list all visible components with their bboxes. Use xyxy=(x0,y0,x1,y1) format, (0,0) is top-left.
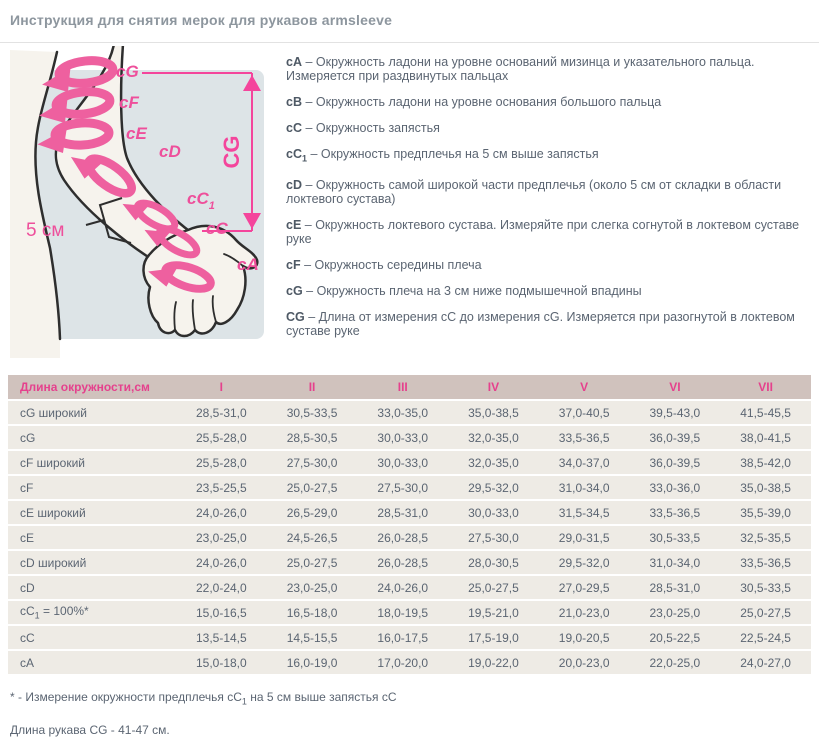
table-cell: 26,0-28,5 xyxy=(357,550,448,575)
measurement-description: cA – Окружность ладони на уровне оснований мизинца и указательного пальца. Измеряется при раздвинутых пальцах xyxy=(286,55,755,83)
table-cell: 15,0-18,0 xyxy=(176,650,267,675)
table-cell: 33,5-36,5 xyxy=(630,500,721,525)
row-label: cC xyxy=(8,625,176,650)
label-ca: cA xyxy=(237,255,259,274)
table-cell: 22,0-24,0 xyxy=(176,575,267,600)
page-title: Инструкция для снятия мерок для рукавов armsleeve xyxy=(10,12,393,28)
table-cell: 25,0-27,5 xyxy=(267,475,358,500)
table-cell: 27,5-30,0 xyxy=(448,525,539,550)
table-cell: 23,0-25,0 xyxy=(630,600,721,625)
table-header-label: Длина окружности,см xyxy=(8,375,176,400)
table-cell: 28,5-31,0 xyxy=(630,575,721,600)
table-cell: 30,0-33,0 xyxy=(448,500,539,525)
table-cell: 30,5-33,5 xyxy=(720,575,811,600)
table-cell: 25,5-28,0 xyxy=(176,425,267,450)
table-cell: 15,0-16,5 xyxy=(176,600,267,625)
table-cell: 27,0-29,5 xyxy=(539,575,630,600)
table-cell: 29,5-32,0 xyxy=(539,550,630,575)
row-label: cG xyxy=(8,425,176,450)
size-table-header-row xyxy=(8,375,811,400)
measurement-description: cE – Окружность локтевого сустава. Измеряйте при слегка согнутой в локтевом суставе руке xyxy=(286,217,800,246)
table-header-size-column: V xyxy=(539,375,630,400)
table-cell: 32,0-35,0 xyxy=(448,425,539,450)
table-cell: 26,5-29,0 xyxy=(267,500,358,525)
table-cell: 33,0-36,0 xyxy=(630,475,721,500)
table-cell: 21,0-23,0 xyxy=(539,600,630,625)
table-cell: 28,5-30,5 xyxy=(267,425,358,450)
measurement-term: cC xyxy=(286,121,302,135)
footnote-sleeve-length: Длина рукава CG - 41-47 см. xyxy=(10,723,170,737)
table-cell: 22,0-25,0 xyxy=(630,650,721,675)
table-cell: 25,5-28,0 xyxy=(176,450,267,475)
table-row xyxy=(8,475,811,500)
title-divider xyxy=(0,42,819,43)
label-cg: cG xyxy=(116,62,139,81)
table-row xyxy=(8,600,811,625)
measurement-term: cF xyxy=(286,257,301,272)
table-cell: 32,0-35,0 xyxy=(448,450,539,475)
table-cell: 17,5-19,0 xyxy=(448,625,539,650)
measurement-description: $cC_1$ – Окружность предплечья на 5 см выше запястья xyxy=(286,147,599,164)
table-cell: 26,0-28,5 xyxy=(357,525,448,550)
label-cf: cF xyxy=(119,93,139,112)
table-row xyxy=(8,450,811,475)
measurement-term: cA xyxy=(286,55,302,69)
table-row xyxy=(8,550,811,575)
table-row xyxy=(8,575,811,600)
table-header-size-column: II xyxy=(267,375,358,400)
table-cell: 29,0-31,5 xyxy=(539,525,630,550)
table-cell: 19,0-22,0 xyxy=(448,650,539,675)
row-label: cD xyxy=(8,575,176,600)
table-cell: 39,5-43,0 xyxy=(630,400,721,425)
table-cell: 20,0-23,0 xyxy=(539,650,630,675)
table-cell: 16,0-17,5 xyxy=(357,625,448,650)
measurement-term: cD xyxy=(286,177,302,192)
label-ce: cE xyxy=(126,124,147,143)
table-cell: 28,5-31,0 xyxy=(357,500,448,525)
table-cell: 28,5-31,0 xyxy=(176,400,267,425)
measurement-description: cC – Окружность запястья xyxy=(286,121,440,135)
label-length-cg: CG xyxy=(219,135,244,169)
table-cell: 37,0-40,5 xyxy=(539,400,630,425)
table-cell: 19,5-21,0 xyxy=(448,600,539,625)
arm-diagram-icon xyxy=(10,46,278,358)
table-header-size-column: VI xyxy=(630,375,721,400)
table-row xyxy=(8,525,811,550)
table-cell: 30,0-33,0 xyxy=(357,450,448,475)
row-label: cE широкий xyxy=(8,500,176,525)
table-cell: 24,0-27,0 xyxy=(720,650,811,675)
row-label: cD широкий xyxy=(8,550,176,575)
table-cell: 32,5-35,5 xyxy=(720,525,811,550)
table-cell: 28,0-30,5 xyxy=(448,550,539,575)
table-cell: 23,5-25,5 xyxy=(176,475,267,500)
table-cell: 38,5-42,0 xyxy=(720,450,811,475)
measurement-description: cF – Окружность середины плеча xyxy=(286,257,482,272)
table-cell: 24,0-26,0 xyxy=(176,500,267,525)
table-cell: 24,5-26,5 xyxy=(267,525,358,550)
table-cell: 31,0-34,0 xyxy=(630,550,721,575)
table-cell: 34,0-37,0 xyxy=(539,450,630,475)
measurement-description: cB – Окружность ладони на уровне основания большого пальца xyxy=(286,95,662,109)
measurement-term: CG xyxy=(286,309,305,324)
table-cell: 36,0-39,5 xyxy=(630,450,721,475)
table-row xyxy=(8,625,811,650)
measurement-term: cE xyxy=(286,217,302,232)
table-cell: 38,0-41,5 xyxy=(720,425,811,450)
table-cell: 17,0-20,0 xyxy=(357,650,448,675)
table-cell: 14,5-15,5 xyxy=(267,625,358,650)
table-row xyxy=(8,425,811,450)
table-cell: 16,5-18,0 xyxy=(267,600,358,625)
table-cell: 13,5-14,5 xyxy=(176,625,267,650)
table-cell: 16,0-19,0 xyxy=(267,650,358,675)
table-cell: 31,5-34,5 xyxy=(539,500,630,525)
table-cell: 25,0-27,5 xyxy=(267,550,358,575)
table-cell: 19,0-20,5 xyxy=(539,625,630,650)
row-label: cG широкий xyxy=(8,400,176,425)
table-cell: 29,5-32,0 xyxy=(448,475,539,500)
table-cell: 35,0-38,5 xyxy=(448,400,539,425)
table-cell: 27,5-30,0 xyxy=(357,475,448,500)
table-cell: 18,0-19,5 xyxy=(357,600,448,625)
label-five-cm: 5 см xyxy=(26,220,65,241)
footnotes xyxy=(8,690,811,737)
label-cc1: $cC_1$ xyxy=(187,189,215,212)
table-cell: 33,5-36,5 xyxy=(720,550,811,575)
table-cell: 25,0-27,5 xyxy=(720,600,811,625)
measurement-description: cG – Окружность плеча на 3 см ниже подмышечной впадины xyxy=(286,283,642,298)
table-cell: 23,0-25,0 xyxy=(267,575,358,600)
measurement-instruction-page xyxy=(0,12,819,737)
table-cell: 30,5-33,5 xyxy=(267,400,358,425)
measurement-term: $cC_1$ xyxy=(286,147,307,164)
label-cd: cD xyxy=(159,142,181,161)
size-table xyxy=(8,375,811,676)
arm-measurement-illustration xyxy=(10,46,278,358)
table-cell: 20,5-22,5 xyxy=(630,625,721,650)
table-cell: 30,0-33,0 xyxy=(357,425,448,450)
table-cell: 30,5-33,5 xyxy=(630,525,721,550)
measurement-term: cB xyxy=(286,95,302,109)
table-cell: 31,0-34,0 xyxy=(539,475,630,500)
table-cell: 24,0-26,0 xyxy=(176,550,267,575)
row-label: cF широкий xyxy=(8,450,176,475)
footnote-asterisk: * - Измерение окружности предплечья $cC_1$ на 5 см выше запястья cC xyxy=(10,690,397,707)
row-label: $cC_1 = 100\%*$ xyxy=(8,600,176,625)
table-cell: 41,5-45,5 xyxy=(720,400,811,425)
label-cc: cC xyxy=(206,219,228,238)
table-cell: 33,0-35,0 xyxy=(357,400,448,425)
table-cell: 27,5-30,0 xyxy=(267,450,358,475)
row-label: cA xyxy=(8,650,176,675)
table-cell: 33,5-36,5 xyxy=(539,425,630,450)
table-row xyxy=(8,650,811,675)
table-cell: 25,0-27,5 xyxy=(448,575,539,600)
row-label: cF xyxy=(8,475,176,500)
table-row xyxy=(8,400,811,425)
measurement-description: cD – Окружность самой широкой части предплечья (около 5 см от складки в области локтевого сустава) xyxy=(286,177,782,206)
table-cell: 24,0-26,0 xyxy=(357,575,448,600)
measurement-descriptions xyxy=(278,46,811,358)
table-header-size-column: VII xyxy=(720,375,811,400)
table-header-size-column: IV xyxy=(448,375,539,400)
table-cell: 35,0-38,5 xyxy=(720,475,811,500)
table-cell: 22,5-24,5 xyxy=(720,625,811,650)
table-cell: 23,0-25,0 xyxy=(176,525,267,550)
table-row xyxy=(8,500,811,525)
table-header-size-column: I xyxy=(176,375,267,400)
measurement-term: cG xyxy=(286,283,303,298)
table-header-size-column: III xyxy=(357,375,448,400)
row-label: cE xyxy=(8,525,176,550)
table-cell: 36,0-39,5 xyxy=(630,425,721,450)
table-cell: 35,5-39,0 xyxy=(720,500,811,525)
measurement-description: CG – Длина от измерения cC до измерения cG. Измеряется при разогнутой в локтевом суставе руке xyxy=(286,309,795,338)
